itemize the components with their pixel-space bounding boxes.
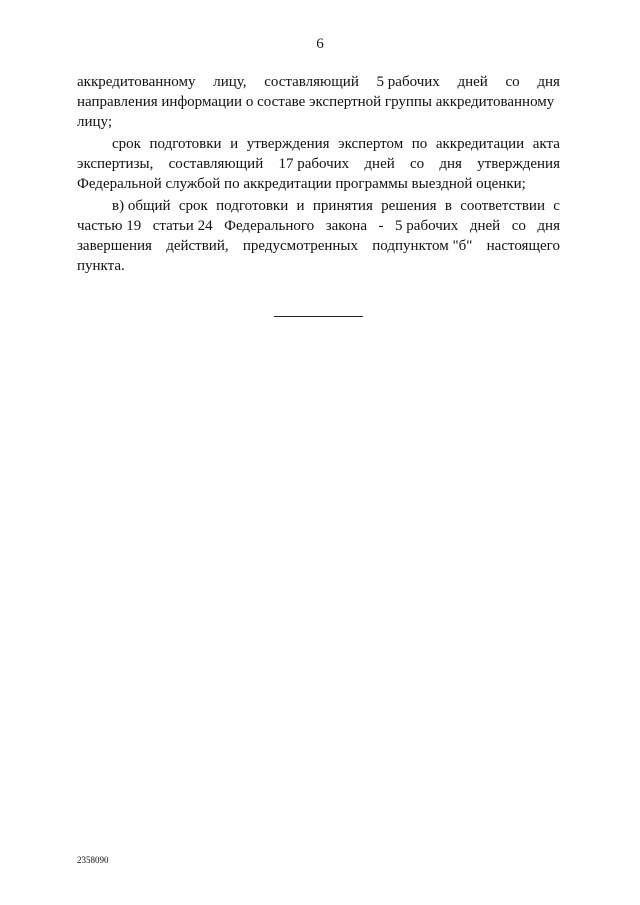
word: утверждения (477, 156, 560, 172)
word: экспертизы, (77, 156, 154, 172)
paragraph-2-line-1 (112, 134, 560, 154)
word: предусмотренных (242, 238, 358, 254)
word: подпунктом "б" (372, 238, 473, 254)
paragraph-2-line-3: Федеральной службой по аккредитации программы выездной оценки; (77, 176, 526, 192)
word: составляющий (168, 156, 264, 172)
word: со (511, 218, 526, 234)
word: Федерального (224, 218, 315, 234)
word: срок (178, 198, 208, 214)
word: в (444, 198, 452, 214)
word: утверждения (246, 136, 330, 152)
word: дней (457, 74, 488, 90)
paragraph-1-line-2: направления информации о составе экспертной группы аккредитованному (77, 94, 555, 110)
word: 17 рабочих (278, 156, 350, 172)
word: дней (364, 156, 395, 172)
paragraph-1-line-3: лицу; (77, 114, 113, 130)
word: - (378, 218, 384, 234)
word: аккредитованному (77, 74, 196, 90)
word: закона (325, 218, 367, 234)
word: аккредитации (435, 136, 525, 152)
word: экспертом (338, 136, 404, 152)
word: срок (112, 136, 141, 152)
paragraph-3-line-4: пункта. (77, 258, 125, 274)
word: статьи 24 (152, 218, 213, 234)
word: и (296, 198, 305, 214)
paragraph-2-line-2 (77, 154, 560, 174)
word: составляющий (264, 74, 359, 90)
paragraph-1-line-1 (77, 72, 560, 92)
word: соответствии (460, 198, 545, 214)
word: дня (537, 218, 560, 234)
word: подготовки (149, 136, 222, 152)
word: в) общий (112, 198, 171, 214)
word: 5 рабочих (395, 218, 459, 234)
paragraph-3-line-1 (112, 196, 560, 216)
word: акта (532, 136, 560, 152)
word: с (553, 198, 560, 214)
word: частью 19 (77, 218, 142, 234)
word: подготовки (216, 198, 289, 214)
document-code: 2358090 (77, 855, 109, 865)
word: дней (469, 218, 501, 234)
word: дня (537, 74, 560, 90)
word: со (505, 74, 520, 90)
end-divider (274, 316, 363, 317)
paragraph-3-line-2 (77, 216, 560, 236)
word: по (411, 136, 428, 152)
word: завершения (77, 238, 152, 254)
word: 5 рабочих (376, 74, 440, 90)
word: лицу, (213, 74, 247, 90)
word: принятия (312, 198, 373, 214)
word: со (409, 156, 425, 172)
word: и (230, 136, 239, 152)
word: решения (381, 198, 437, 214)
word: действий, (166, 238, 229, 254)
page-number: 6 (316, 36, 324, 52)
word: настоящего (486, 238, 560, 254)
paragraph-3-line-3 (77, 236, 560, 256)
word: дня (439, 156, 462, 172)
